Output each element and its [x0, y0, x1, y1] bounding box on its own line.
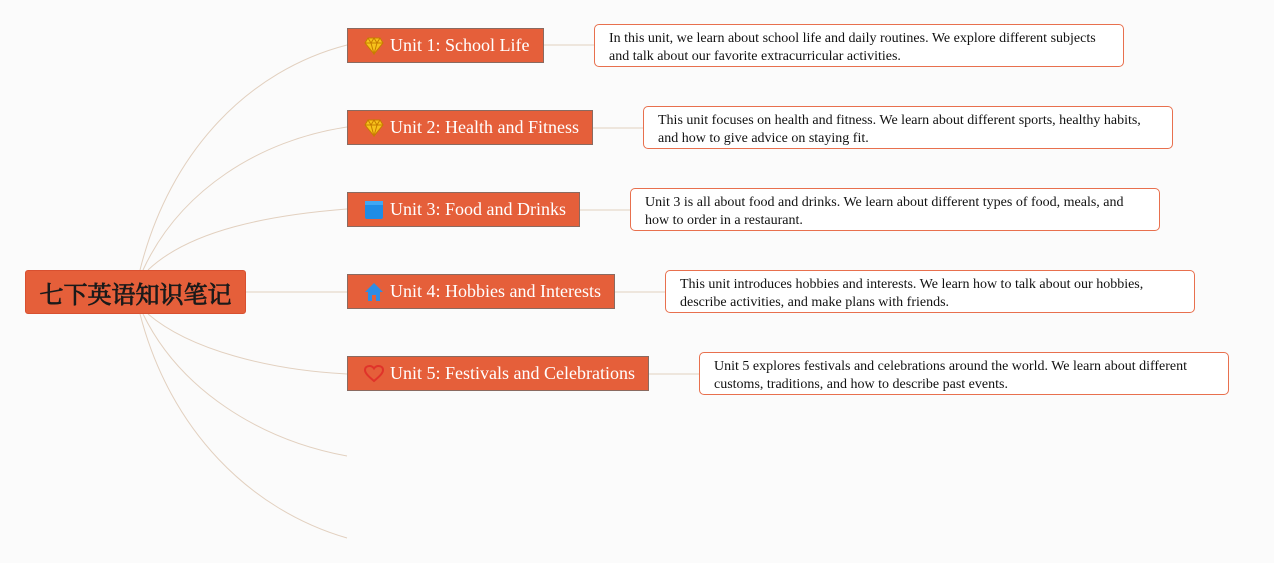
- unit-5-note[interactable]: [699, 352, 1229, 395]
- link-root-branch6: [143, 314, 347, 456]
- unit-1-topic[interactable]: [347, 28, 544, 63]
- unit-2-note[interactable]: [643, 106, 1173, 149]
- unit-4-note-text: This unit introduces hobbies and interests. We learn how to talk about our hobbies, describe activities, and make plans with friends.: [680, 277, 1144, 310]
- home-icon: [363, 281, 385, 303]
- blue-square-icon: [363, 199, 385, 221]
- heart-icon: [363, 363, 385, 385]
- unit-3-note-text: Unit 3 is all about food and drinks. We learn about different types of food, meals, and how to order in a restaurant.: [645, 195, 1124, 228]
- unit-1-note-text: In this unit, we learn about school life and daily routines. We explore different subjects and talk about our favorite extracurricular activities.: [609, 31, 1096, 64]
- unit-3-topic[interactable]: [347, 192, 580, 227]
- unit-3-note[interactable]: [630, 188, 1160, 231]
- unit-4-title: Unit 4: Hobbies and Interests: [390, 281, 601, 301]
- unit-2-note-text: This unit focuses on health and fitness. We learn about different sports, healthy habits, and how to give advice on staying fit.: [658, 113, 1141, 146]
- unit-5-title: Unit 5: Festivals and Celebrations: [390, 363, 635, 383]
- link-root-branch7: [140, 314, 347, 538]
- unit-2-title: Unit 2: Health and Fitness: [390, 117, 579, 137]
- unit-5-topic[interactable]: [347, 356, 649, 391]
- unit-2-topic[interactable]: [347, 110, 593, 145]
- unit-4-note[interactable]: [665, 270, 1195, 313]
- root-topic[interactable]: 七下英语知识笔记: [25, 270, 246, 314]
- unit-4-topic[interactable]: [347, 274, 615, 309]
- link-root-unit1: [140, 45, 347, 270]
- link-root-unit3: [148, 209, 347, 270]
- unit-3-title: Unit 3: Food and Drinks: [390, 199, 567, 219]
- link-root-unit2: [143, 127, 347, 270]
- gem-icon: [363, 117, 385, 139]
- unit-1-title: Unit 1: School Life: [390, 35, 530, 55]
- unit-1-note[interactable]: [594, 24, 1124, 67]
- unit-5-note-text: Unit 5 explores festivals and celebrations around the world. We learn about different customs, traditions, and how to describe past events.: [714, 359, 1188, 392]
- gem-icon: [363, 35, 385, 57]
